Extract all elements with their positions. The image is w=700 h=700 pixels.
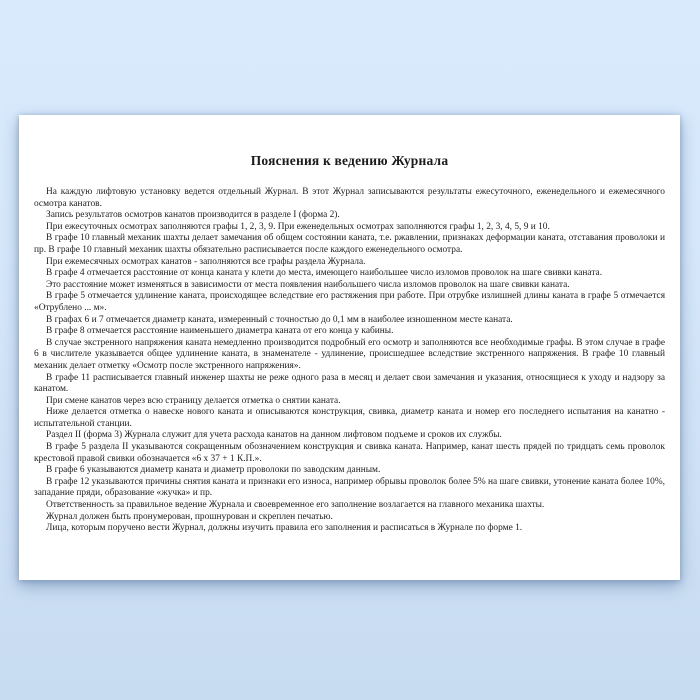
document-page: [19, 115, 680, 580]
paragraph: В графе 5 раздела II указываются сокращенным обозначением конструкция и свивка каната. Например, канат шесть прядей по тридцать семь проволок крестовой правой свивки обозначается «6 х 37 + 1 К.П.».: [34, 442, 665, 464]
paragraph: Ответственность за правильное ведение Журнала и своевременное его заполнение возлагается на главного механика шахты.: [46, 500, 545, 511]
paragraph: При смене канатов через всю страницу делается отметка о снятии каната.: [46, 395, 341, 406]
paragraph: На каждую лифтовую установку ведется отдельный Журнал. В этот Журнал записываются результаты ежесуточного, еженедельного и ежемесячного осмотра канатов.: [34, 187, 665, 209]
document-body: [34, 187, 665, 535]
paragraph: В графе 4 отмечается расстояние от конца каната у клети до места, имеющего наибольшее число изломов проволок на шаге свивки каната.: [46, 268, 603, 279]
paragraph: Журнал должен быть пронумерован, прошнурован и скреплен печатью.: [46, 511, 333, 522]
paragraph: Лица, которым поручено вести Журнал, должны изучить правила его заполнения и расписаться в Журнале по форме 1.: [46, 523, 523, 534]
paragraph: В случае экстренного напряжения каната немедленно производится подробный его осмотр и заполняются все необходимые графы. В этом случае в графе 6 в числителе указывается общее удлинение каната, в знаменателе - удлинение, происшедшее вследствие экстренного напряжения. В графе 10 главный механик делает отметку «Осмотр после экстренного напряжения».: [34, 337, 665, 371]
paragraph: В графе 10 главный механик шахты делает замечания об общем состоянии каната, т.е. ржавлении, признаках деформации каната, отставания проволоки и пр. В графе 10 главный механик шахты обязательно расписывается после каждого еженедельного осмотра.: [34, 233, 665, 255]
paragraph: При ежесуточных осмотрах заполняются графы 1, 2, 3, 9. При еженедельных осмотрах заполняются графы 1, 2, 3, 4, 5, 9 и 10.: [46, 221, 550, 232]
document-title: Пояснения к ведению Журнала: [250, 153, 449, 168]
paragraph: Запись результатов осмотров канатов производится в разделе I (форма 2).: [46, 210, 340, 221]
paragraph: Это расстояние может изменяться в зависимости от места появления наибольшего числа изломов проволок на шаге свивки каната.: [46, 279, 570, 290]
paragraph: В графе 8 отмечается расстояние наименьшего диаметра каната от его конца у кабины.: [46, 326, 394, 337]
paragraph: Ниже делается отметка о навеске нового каната и описываются конструкция, свивка, диаметр каната и номер его последнего испытания на канатно - испытательной станции.: [34, 407, 665, 429]
paragraph: Раздел II (форма 3) Журнала служит для учета расхода канатов на данном лифтовом подъеме и сроков их службы.: [46, 430, 502, 441]
paragraph: В графе 11 расписывается главный инженер шахты не реже одного раза в месяц и делает свои замечания и указания, относящиеся к уходу и надзору за канатом.: [34, 372, 665, 395]
paragraph: В графе 5 отмечается удлинение каната, происходящее вследствие его растяжения при работе. При отрубке излишней длины каната в графе 5 отмечается «Отрублено ... м».: [34, 291, 665, 313]
paragraph: В графах 6 и 7 отмечается диаметр каната, измеренный с точностью до 0,1 мм в наиболее изношенном месте каната.: [46, 314, 513, 325]
paragraph: В графе 6 указываются диаметр каната и диаметр проволоки по заводским данным.: [46, 465, 381, 476]
paragraph: В графе 12 указываются причины снятия каната и признаки его износа, например обрывы проволок более 5% на шаге свивки, утонение каната более 10%, западание пряди, образование «жучка» и пр.: [34, 476, 665, 499]
paragraph: При ежемесячных осмотрах канатов - заполняются все графы раздела Журнала.: [46, 256, 366, 267]
